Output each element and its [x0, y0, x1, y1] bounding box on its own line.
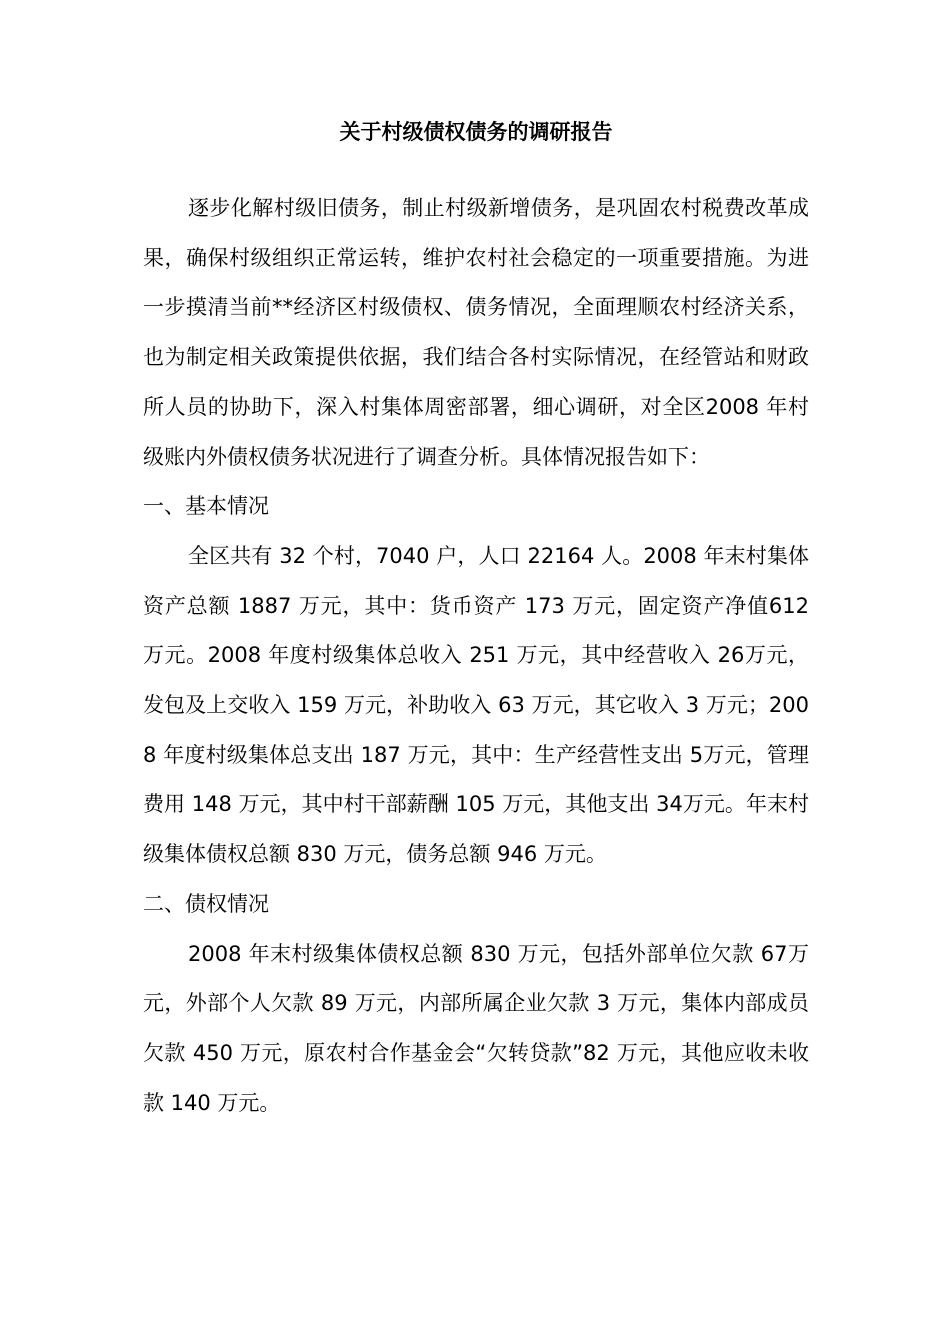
document-title: 关于村级债权债务的调研报告: [339, 120, 613, 144]
section-heading-basic: 一、基本情况: [143, 494, 269, 519]
section-body-basic: 全区共有 32 个村，7040 户，人口 22164 人。2008 年末村集体资产总额 1887 万元，其中：货币资产 173 万元，固定资产净值612 万元。2008 年度村级集体总收入 251 万元，其中经营收入 26万元，发包及上交收入 159 万元，补助收入 63 万元，其它收入 3 万元；2008 年度村级集体总支出 187 万元，其中：生产经营性支出 5万元，管理费用 148 万元，其中村干部薪酬 105 万元，其他支出 34万元。年末村级集体债权总额 830 万元，债务总额 946 万元。: [143, 543, 809, 867]
section-heading-claims: 二、债权情况: [143, 891, 269, 916]
intro-paragraph: 逐步化解村级旧债务，制止村级新增债务，是巩固农村税费改革成果，确保村级组织正常运转，维护农村社会稳定的一项重要措施。为进一步摸清当前**经济区村级债权、债务情况，全面理顺农村经济关系，也为制定相关政策提供依据，我们结合各村实际情况，在经管站和财政所人员的协助下，深入村集体周密部署，细心调研，对全区2008 年村级账内外债权债务状况进行了调查分析。具体情况报告如下：: [143, 196, 809, 469]
document-page: [143, 110, 809, 1128]
section-body-claims: 2008 年末村级集体债权总额 830 万元，包括外部单位欠款 67万元，外部个人欠款 89 万元，内部所属企业欠款 3 万元，集体内部成员欠款 450 万元，原农村合作基金会“欠转贷款”82 万元，其他应收未收款 140 万元。: [143, 941, 809, 1115]
